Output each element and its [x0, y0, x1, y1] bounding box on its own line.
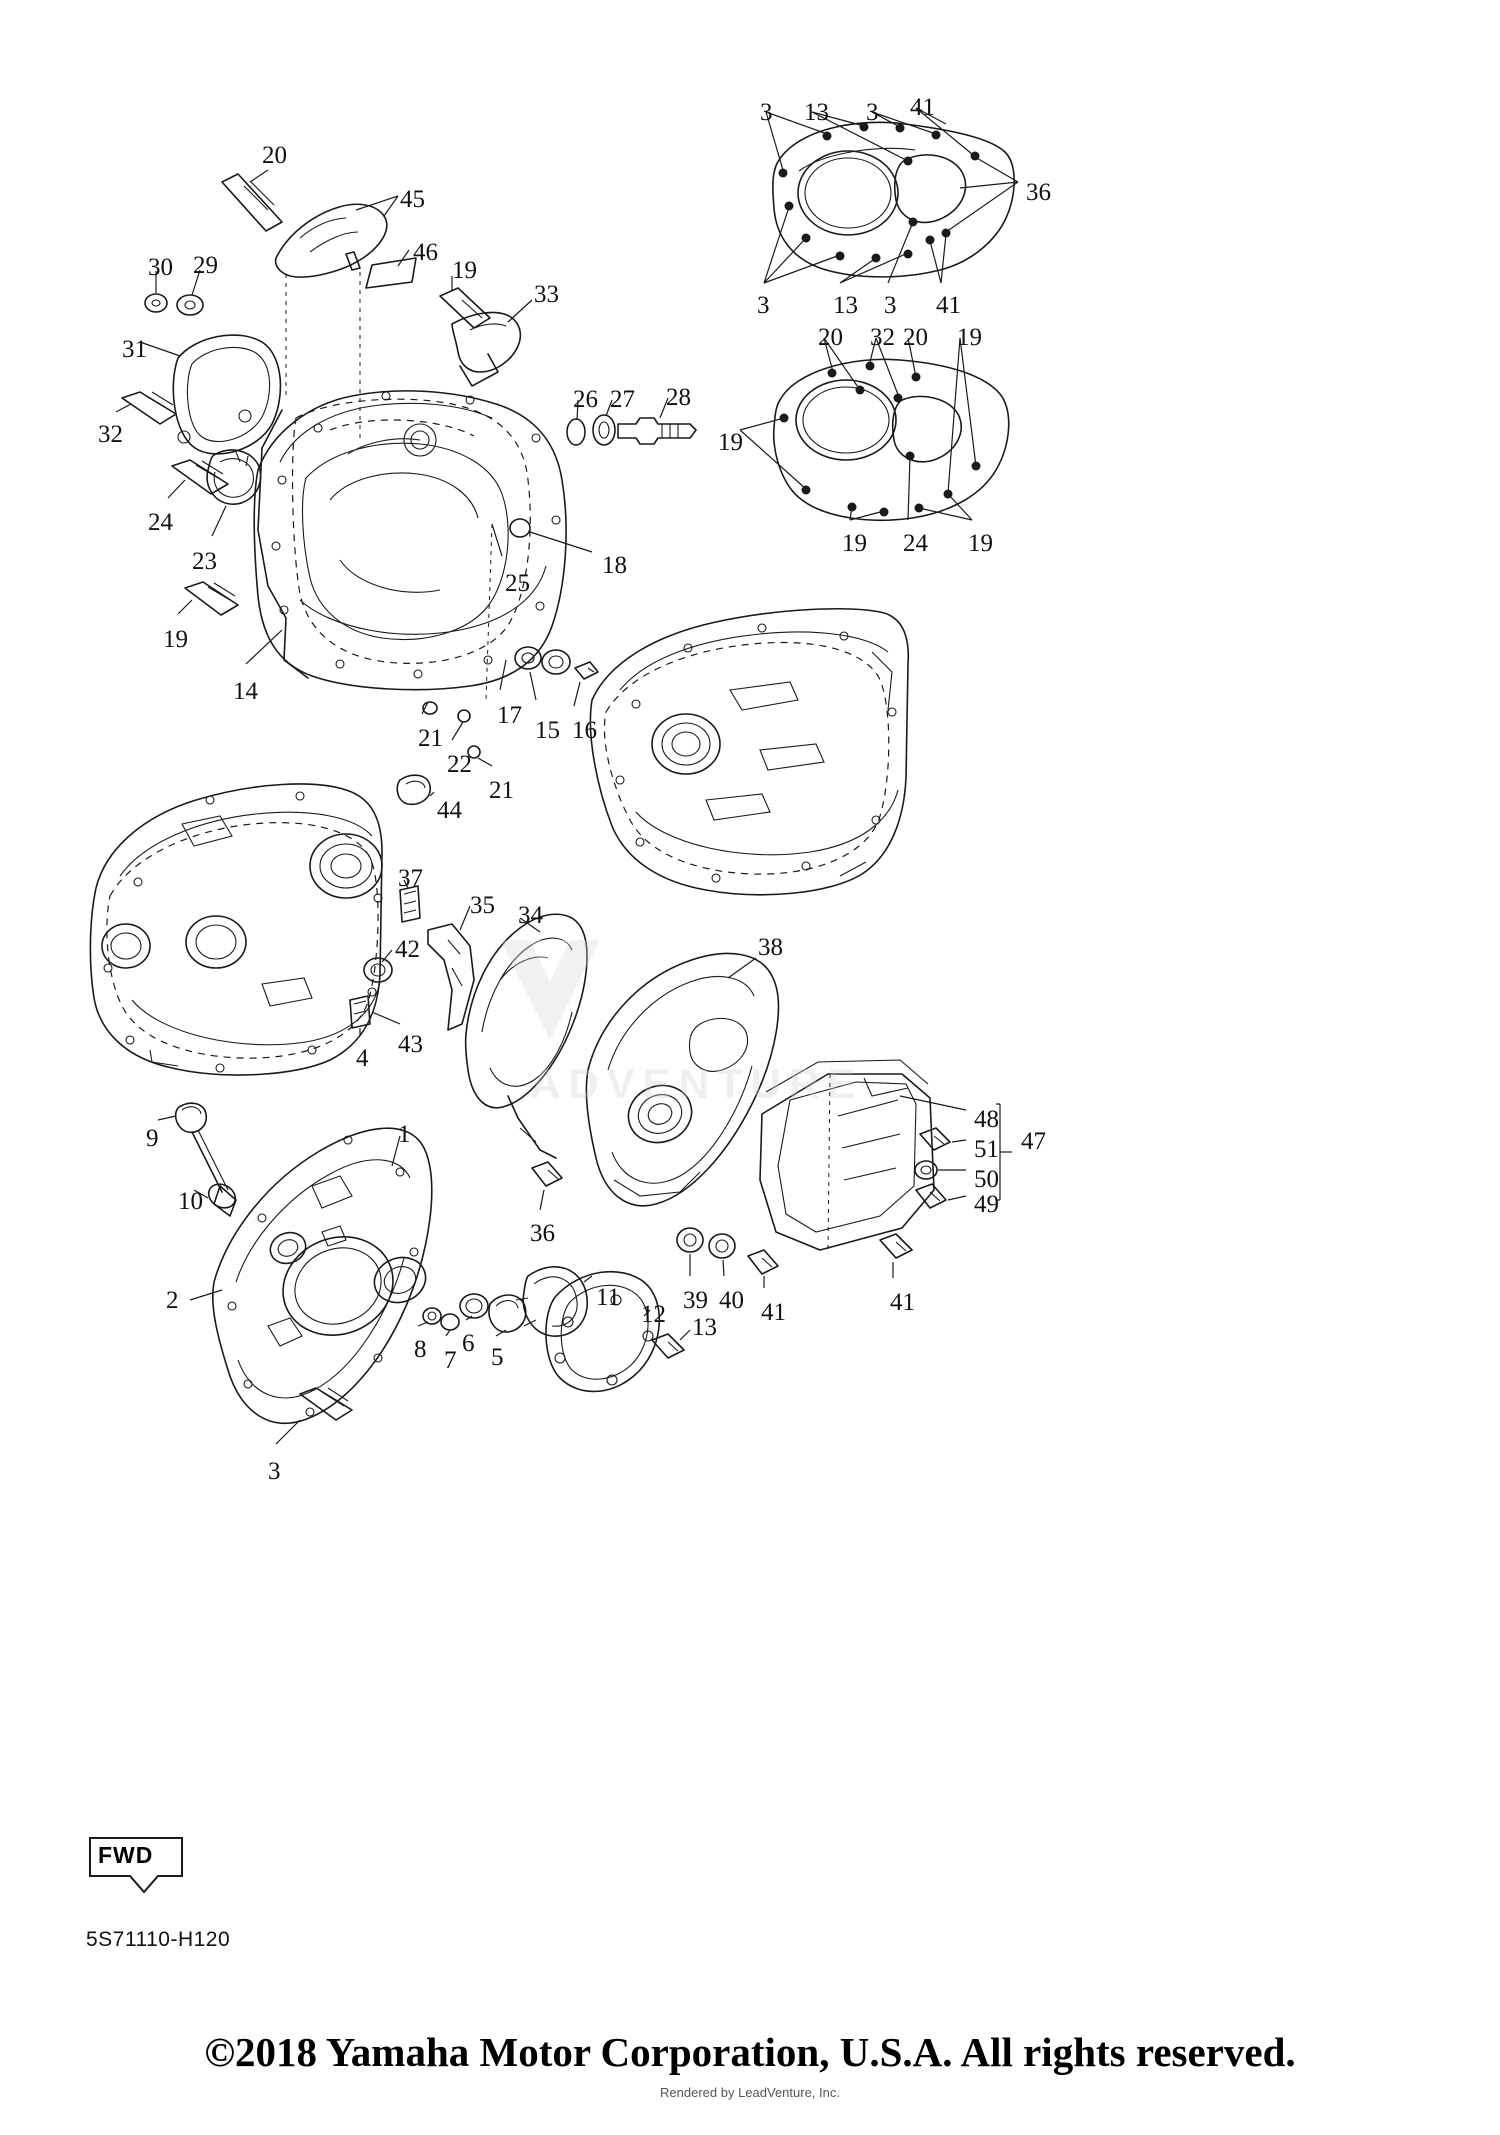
- callout-21: 21: [489, 777, 514, 804]
- callout-21: 21: [418, 725, 443, 752]
- callout-39: 39: [683, 1287, 708, 1314]
- crankcase-right-body: [590, 609, 908, 895]
- small-parts-column: [350, 775, 434, 1036]
- fwd-marker: [88, 1836, 184, 1894]
- callout-30: 30: [148, 254, 173, 281]
- callout-34: 34: [518, 902, 543, 929]
- callout-23: 23: [192, 548, 217, 575]
- callout-16: 16: [572, 717, 597, 744]
- callout-15: 15: [535, 717, 560, 744]
- diagram-part-number: 5S71110-H120: [86, 1928, 231, 1951]
- callout-31: 31: [122, 336, 147, 363]
- bottom-small-parts: [418, 1267, 690, 1392]
- callout-42: 42: [395, 936, 420, 963]
- callout-36: 36: [530, 1220, 555, 1247]
- copyright-notice: ©2018 Yamaha Motor Corporation, U.S.A. All rights reserved.: [204, 2029, 1296, 2075]
- callout-3: 3: [884, 292, 897, 319]
- callout-22: 22: [447, 751, 472, 778]
- callout-19: 19: [163, 626, 188, 653]
- callout-13: 13: [833, 292, 858, 319]
- bolt-20-top: [222, 170, 282, 231]
- callout-19: 19: [968, 530, 993, 557]
- callout-3: 3: [866, 99, 879, 126]
- callout-19: 19: [452, 257, 477, 284]
- callout-49: 49: [974, 1191, 999, 1218]
- callout-36: 36: [1026, 179, 1051, 206]
- callout-41: 41: [890, 1289, 915, 1316]
- upper-right-cover-a: [764, 108, 1018, 283]
- callout-3: 3: [268, 1458, 281, 1485]
- watermark-text: ADVENTURE: [530, 1060, 864, 1107]
- callout-3: 3: [757, 292, 770, 319]
- callout-32: 32: [870, 324, 895, 351]
- callout-9: 9: [146, 1125, 159, 1152]
- callout-13: 13: [804, 99, 829, 126]
- callout-41: 41: [761, 1299, 786, 1326]
- callout-5: 5: [491, 1344, 504, 1371]
- callout-20: 20: [818, 324, 843, 351]
- callout-2: 2: [166, 1287, 179, 1314]
- callout-50: 50: [974, 1166, 999, 1193]
- callout-24: 24: [148, 509, 173, 536]
- callout-38: 38: [758, 934, 783, 961]
- callout-51: 51: [974, 1136, 999, 1163]
- callout-19: 19: [842, 530, 867, 557]
- callout-25: 25: [505, 570, 530, 597]
- callout-37: 37: [398, 865, 423, 892]
- callout-3: 3: [760, 99, 773, 126]
- callout-8: 8: [414, 1336, 427, 1363]
- callout-40: 40: [719, 1287, 744, 1314]
- callout-24: 24: [903, 530, 928, 557]
- outer-cover-38: [586, 954, 778, 1288]
- callout-46: 46: [413, 239, 438, 266]
- callout-18: 18: [602, 552, 627, 579]
- callout-47: 47: [1021, 1128, 1046, 1155]
- fwd-label: FWD: [98, 1842, 154, 1868]
- bolt-24-ring-23: [168, 450, 261, 536]
- callout-20: 20: [903, 324, 928, 351]
- callout-48: 48: [974, 1106, 999, 1133]
- callout-41: 41: [936, 292, 961, 319]
- clutch-cover-2: [158, 1103, 432, 1444]
- callout-20: 20: [262, 142, 287, 169]
- upper-right-cover-b: [740, 338, 1009, 520]
- callout-14: 14: [233, 678, 258, 705]
- lever-35-cover-34: [428, 906, 587, 1210]
- callout-43: 43: [398, 1031, 423, 1058]
- bracket-33: [440, 276, 532, 386]
- callout-17: 17: [497, 702, 522, 729]
- bolt-32: [116, 392, 176, 424]
- callout-11: 11: [596, 1284, 621, 1311]
- callout-10: 10: [178, 1188, 203, 1215]
- callout-7: 7: [444, 1347, 457, 1374]
- callout-12: 12: [641, 1301, 666, 1328]
- crankcase-left-half: [90, 784, 382, 1075]
- callout-44: 44: [437, 797, 462, 824]
- rendered-by-notice: Rendered by LeadVenture, Inc.: [660, 2085, 840, 2100]
- callout-35: 35: [470, 892, 495, 919]
- callout-6: 6: [462, 1330, 475, 1357]
- callout-27: 27: [610, 386, 635, 413]
- callout-26: 26: [573, 386, 598, 413]
- bolt-19-left: [178, 582, 238, 615]
- callout-33: 33: [534, 281, 559, 308]
- callout-45: 45: [400, 186, 425, 213]
- callout-19: 19: [718, 429, 743, 456]
- callout-4: 4: [356, 1045, 369, 1072]
- callout-19: 19: [957, 324, 982, 351]
- callout-29: 29: [193, 252, 218, 279]
- gasket-31: [140, 335, 280, 454]
- callout-1: 1: [398, 1121, 411, 1148]
- callout-13: 13: [692, 1314, 717, 1341]
- callout-32: 32: [98, 421, 123, 448]
- callout-41: 41: [910, 94, 935, 121]
- callout-28: 28: [666, 384, 691, 411]
